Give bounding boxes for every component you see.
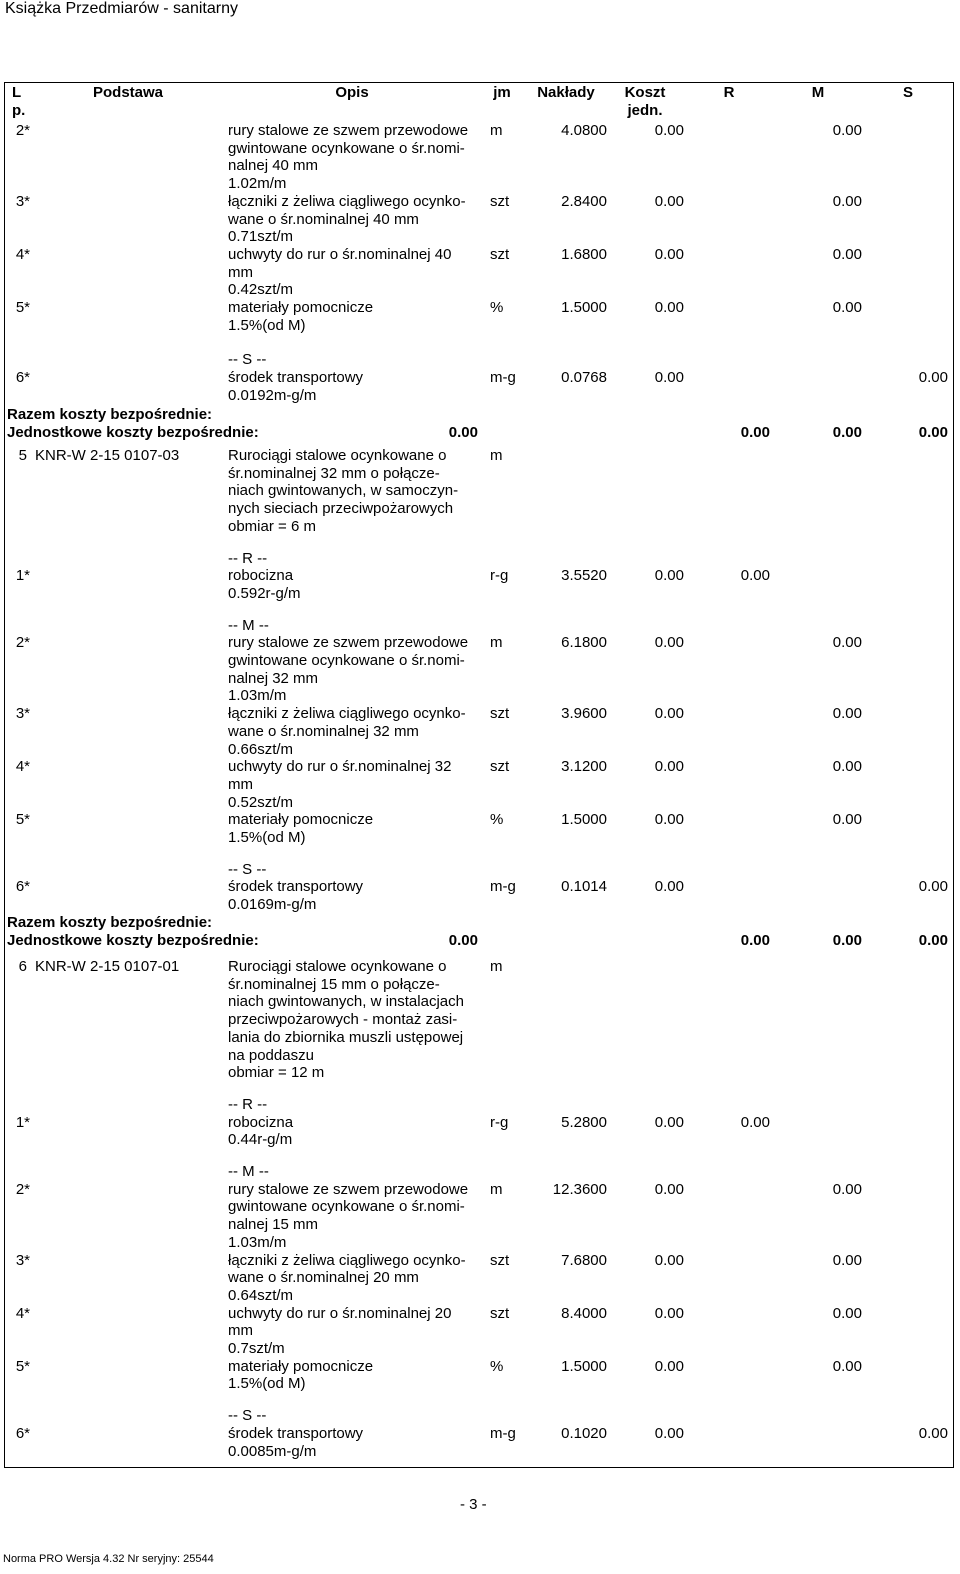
row-lp: 1* (15, 567, 30, 585)
column-header-lp: p. (12, 102, 26, 119)
row-m: 0.00 (832, 705, 862, 723)
unit-direct-costs-s: 0.00 (918, 931, 948, 949)
footer-software-info: Norma PRO Wersja 4.32 Nr seryjny: 25544 (3, 1553, 214, 1565)
unit-direct-costs-label: Jednostkowe koszty bezpośrednie: (7, 931, 259, 949)
row-naklady: 1.5000 (561, 1357, 607, 1375)
row-m: 0.00 (832, 1357, 862, 1375)
row-description: 0.0192m-g/m (228, 386, 317, 404)
row-unit-cost: 0.00 (654, 705, 684, 723)
row-unit: r-g (490, 1113, 509, 1131)
row-description: mm (228, 775, 253, 793)
row-m: 0.00 (832, 1304, 862, 1322)
row-unit-cost: 0.00 (654, 811, 684, 829)
row-unit-cost: 0.00 (654, 1251, 684, 1269)
row-description: 0.64szt/m (228, 1286, 294, 1304)
row-description: 0.44r-g/m (228, 1131, 293, 1149)
row-naklady: 1.5000 (561, 299, 607, 316)
row-description: materiały pomocnicze (228, 299, 374, 316)
position-description: lania do zbiornika muszli ustępowej (228, 1028, 464, 1046)
unit-direct-costs-s: 0.00 (918, 423, 948, 441)
position-description: nych sieciach przeciwpożarowych (228, 500, 454, 518)
unit-direct-costs-value: 0.00 (448, 423, 478, 441)
row-description: 0.0085m-g/m (228, 1442, 317, 1460)
row-lp: 2* (15, 634, 30, 652)
section-marker-s: -- S -- (228, 1407, 267, 1425)
row-naklady: 0.1014 (561, 878, 607, 896)
row-m: 0.00 (832, 634, 862, 652)
row-description: robocizna (228, 567, 294, 585)
position-unit: m (490, 447, 503, 464)
row-unit-cost: 0.00 (654, 634, 684, 652)
row-unit-cost: 0.00 (654, 1180, 684, 1198)
unit-direct-costs-r: 0.00 (740, 931, 770, 949)
position-number: 6 (18, 958, 27, 975)
row-description: łączniki z żeliwa ciągliwego ocynko- (228, 705, 466, 723)
row-m: 0.00 (832, 811, 862, 829)
position-description: śr.nominalnej 32 mm o połącze- (228, 464, 440, 482)
row-unit-cost: 0.00 (654, 567, 684, 585)
row-unit-cost: 0.00 (654, 1357, 684, 1375)
row-description: materiały pomocnicze (228, 811, 374, 829)
row-unit: % (490, 299, 504, 316)
row-naklady: 2.8400 (561, 193, 607, 210)
row-description: rury stalowe ze szwem przewodowe (228, 634, 469, 652)
column-header-m: M (811, 84, 825, 101)
row-m: 0.00 (832, 1251, 862, 1269)
row-lp: 6* (15, 369, 30, 386)
column-header-jm: jm (493, 84, 511, 101)
row-naklady: 0.0768 (561, 369, 607, 386)
row-lp: 4* (15, 246, 30, 263)
row-r: 0.00 (740, 1113, 770, 1131)
row-unit-cost: 0.00 (654, 758, 684, 776)
row-naklady: 6.1800 (561, 634, 607, 652)
row-m: 0.00 (832, 1180, 862, 1198)
row-description: 1.03m/m (228, 1233, 287, 1251)
row-description: 0.0169m-g/m (228, 896, 317, 914)
row-lp: 4* (15, 1304, 30, 1322)
row-unit-cost: 0.00 (654, 1304, 684, 1322)
row-description: 1.02m/m (228, 175, 287, 193)
row-description: 0.42szt/m (228, 281, 294, 299)
section-marker-r: -- R -- (228, 1095, 268, 1113)
unit-direct-costs-r: 0.00 (740, 423, 770, 441)
row-naklady: 4.0800 (561, 122, 607, 139)
row-unit-cost: 0.00 (654, 1113, 684, 1131)
column-header-naklady: Nakłady (537, 84, 595, 101)
section-marker-m: -- M -- (228, 616, 269, 634)
row-naklady: 5.2800 (561, 1113, 607, 1131)
row-unit-cost: 0.00 (654, 1424, 684, 1442)
row-unit-cost: 0.00 (654, 878, 684, 896)
row-description: środek transportowy (228, 878, 364, 896)
row-naklady: 12.3600 (552, 1180, 607, 1198)
row-lp: 2* (15, 122, 30, 139)
row-description: 0.52szt/m (228, 793, 294, 811)
position-description: obmiar = 6 m (228, 517, 316, 535)
row-naklady: 0.1020 (561, 1424, 607, 1442)
row-description: 0.71szt/m (228, 228, 294, 246)
row-s: 0.00 (918, 1424, 948, 1442)
row-unit-cost: 0.00 (654, 299, 684, 316)
column-header-opis: Opis (335, 84, 369, 101)
row-naklady: 3.5520 (561, 567, 607, 585)
row-description: nalnej 40 mm (228, 157, 319, 175)
row-description: robocizna (228, 1113, 294, 1131)
position-basis: KNR-W 2-15 0107-01 (35, 958, 180, 975)
row-m: 0.00 (832, 246, 862, 263)
column-header-r: R (723, 84, 735, 101)
row-description: 1.03m/m (228, 687, 287, 705)
row-unit-cost: 0.00 (654, 122, 684, 139)
row-lp: 5* (15, 811, 30, 829)
row-lp: 5* (15, 299, 30, 316)
column-header-koszt: jedn. (627, 102, 663, 119)
position-description: śr.nominalnej 15 mm o połącze- (228, 975, 440, 993)
row-description: rury stalowe ze szwem przewodowe (228, 1180, 469, 1198)
row-unit: m-g (490, 369, 516, 386)
total-direct-costs-label: Razem koszty bezpośrednie: (7, 913, 213, 931)
section-marker-s: -- S -- (228, 351, 267, 368)
unit-direct-costs-m: 0.00 (832, 931, 862, 949)
row-naklady: 3.1200 (561, 758, 607, 776)
row-lp: 6* (15, 878, 30, 896)
position-number: 5 (18, 447, 27, 464)
row-unit: % (490, 811, 504, 829)
row-unit: m (490, 122, 503, 139)
row-description: rury stalowe ze szwem przewodowe (228, 122, 469, 139)
row-lp: 4* (15, 758, 30, 776)
position-description: niach gwintowanych, w instalacjach (228, 993, 464, 1011)
row-description: wane o śr.nominalnej 32 mm (228, 722, 419, 740)
row-description: uchwyty do rur o śr.nominalnej 40 (228, 246, 452, 263)
section-marker-s: -- S -- (228, 860, 267, 878)
row-unit: szt (490, 246, 510, 263)
row-lp: 3* (15, 705, 30, 723)
row-description: uchwyty do rur o śr.nominalnej 32 (228, 758, 452, 776)
row-unit: r-g (490, 567, 509, 585)
position-description: niach gwintowanych, w samoczyn- (228, 482, 459, 500)
row-naklady: 7.6800 (561, 1251, 607, 1269)
row-unit: % (490, 1357, 504, 1375)
row-unit: szt (490, 758, 510, 776)
row-description: 0.592r-g/m (228, 584, 301, 602)
position-description: przeciwpożarowych - montaż zasi- (228, 1011, 458, 1029)
row-unit: szt (490, 1304, 510, 1322)
row-unit-cost: 0.00 (654, 246, 684, 263)
cost-table-frame (4, 82, 954, 1468)
document-title: Książka Przedmiarów - sanitarny (5, 0, 238, 17)
row-description: gwintowane ocynkowane o śr.nomi- (228, 139, 465, 157)
column-header-s: S (902, 84, 913, 101)
row-m: 0.00 (832, 193, 862, 210)
row-description: środek transportowy (228, 1424, 364, 1442)
row-unit: m (490, 1180, 503, 1198)
row-description: mm (228, 1322, 253, 1340)
column-header-lp: L (12, 84, 22, 101)
position-description: na poddaszu (228, 1046, 314, 1064)
row-unit: szt (490, 705, 510, 723)
unit-direct-costs-m: 0.00 (832, 423, 862, 441)
section-marker-m: -- M -- (228, 1163, 269, 1180)
total-direct-costs-label: Razem koszty bezpośrednie: (7, 406, 213, 423)
row-unit-cost: 0.00 (654, 193, 684, 210)
row-description: 1.5%(od M) (228, 316, 306, 334)
row-naklady: 1.6800 (561, 246, 607, 263)
column-header-podstawa: Podstawa (92, 84, 164, 101)
row-lp: 3* (15, 1251, 30, 1269)
position-description: Rurociągi stalowe ocynkowane o (228, 958, 447, 975)
row-unit-cost: 0.00 (654, 369, 684, 386)
position-description: obmiar = 12 m (228, 1064, 325, 1082)
row-naklady: 1.5000 (561, 811, 607, 829)
row-s: 0.00 (918, 369, 948, 386)
row-description: mm (228, 263, 253, 281)
row-lp: 2* (15, 1180, 30, 1198)
row-lp: 3* (15, 193, 30, 210)
position-basis: KNR-W 2-15 0107-03 (35, 447, 180, 464)
row-m: 0.00 (832, 299, 862, 316)
row-m: 0.00 (832, 758, 862, 776)
row-s: 0.00 (918, 878, 948, 896)
row-description: gwintowane ocynkowane o śr.nomi- (228, 652, 465, 669)
row-description: materiały pomocnicze (228, 1357, 374, 1375)
row-description: nalnej 32 mm (228, 669, 319, 687)
row-r: 0.00 (740, 567, 770, 585)
unit-direct-costs-value: 0.00 (448, 931, 478, 949)
row-description: 1.5%(od M) (228, 1375, 306, 1393)
row-lp: 1* (15, 1113, 30, 1131)
section-marker-r: -- R -- (228, 549, 268, 567)
row-description: gwintowane ocynkowane o śr.nomi- (228, 1198, 465, 1216)
row-lp: 6* (15, 1424, 30, 1442)
row-description: wane o śr.nominalnej 40 mm (228, 210, 419, 228)
unit-direct-costs-label: Jednostkowe koszty bezpośrednie: (7, 423, 259, 441)
page-number: - 3 - (460, 1496, 487, 1513)
row-unit: m-g (490, 1424, 516, 1442)
row-description: łączniki z żeliwa ciągliwego ocynko- (228, 193, 466, 210)
row-description: 0.66szt/m (228, 740, 294, 758)
row-description: wane o śr.nominalnej 20 mm (228, 1269, 419, 1287)
column-header-koszt: Koszt (624, 84, 666, 101)
row-description: środek transportowy (228, 369, 364, 386)
row-naklady: 8.4000 (561, 1304, 607, 1322)
row-description: 0.7szt/m (228, 1340, 285, 1357)
row-unit: szt (490, 193, 510, 210)
row-description: uchwyty do rur o śr.nominalnej 20 (228, 1304, 452, 1322)
row-description: nalnej 15 mm (228, 1216, 319, 1234)
row-unit: m (490, 634, 503, 652)
row-m: 0.00 (832, 122, 862, 139)
position-description: Rurociągi stalowe ocynkowane o (228, 447, 447, 464)
row-description: 1.5%(od M) (228, 829, 306, 846)
row-naklady: 3.9600 (561, 705, 607, 723)
position-unit: m (490, 958, 503, 975)
row-lp: 5* (15, 1357, 30, 1375)
row-description: łączniki z żeliwa ciągliwego ocynko- (228, 1251, 466, 1269)
row-unit: szt (490, 1251, 510, 1269)
row-unit: m-g (490, 878, 516, 896)
